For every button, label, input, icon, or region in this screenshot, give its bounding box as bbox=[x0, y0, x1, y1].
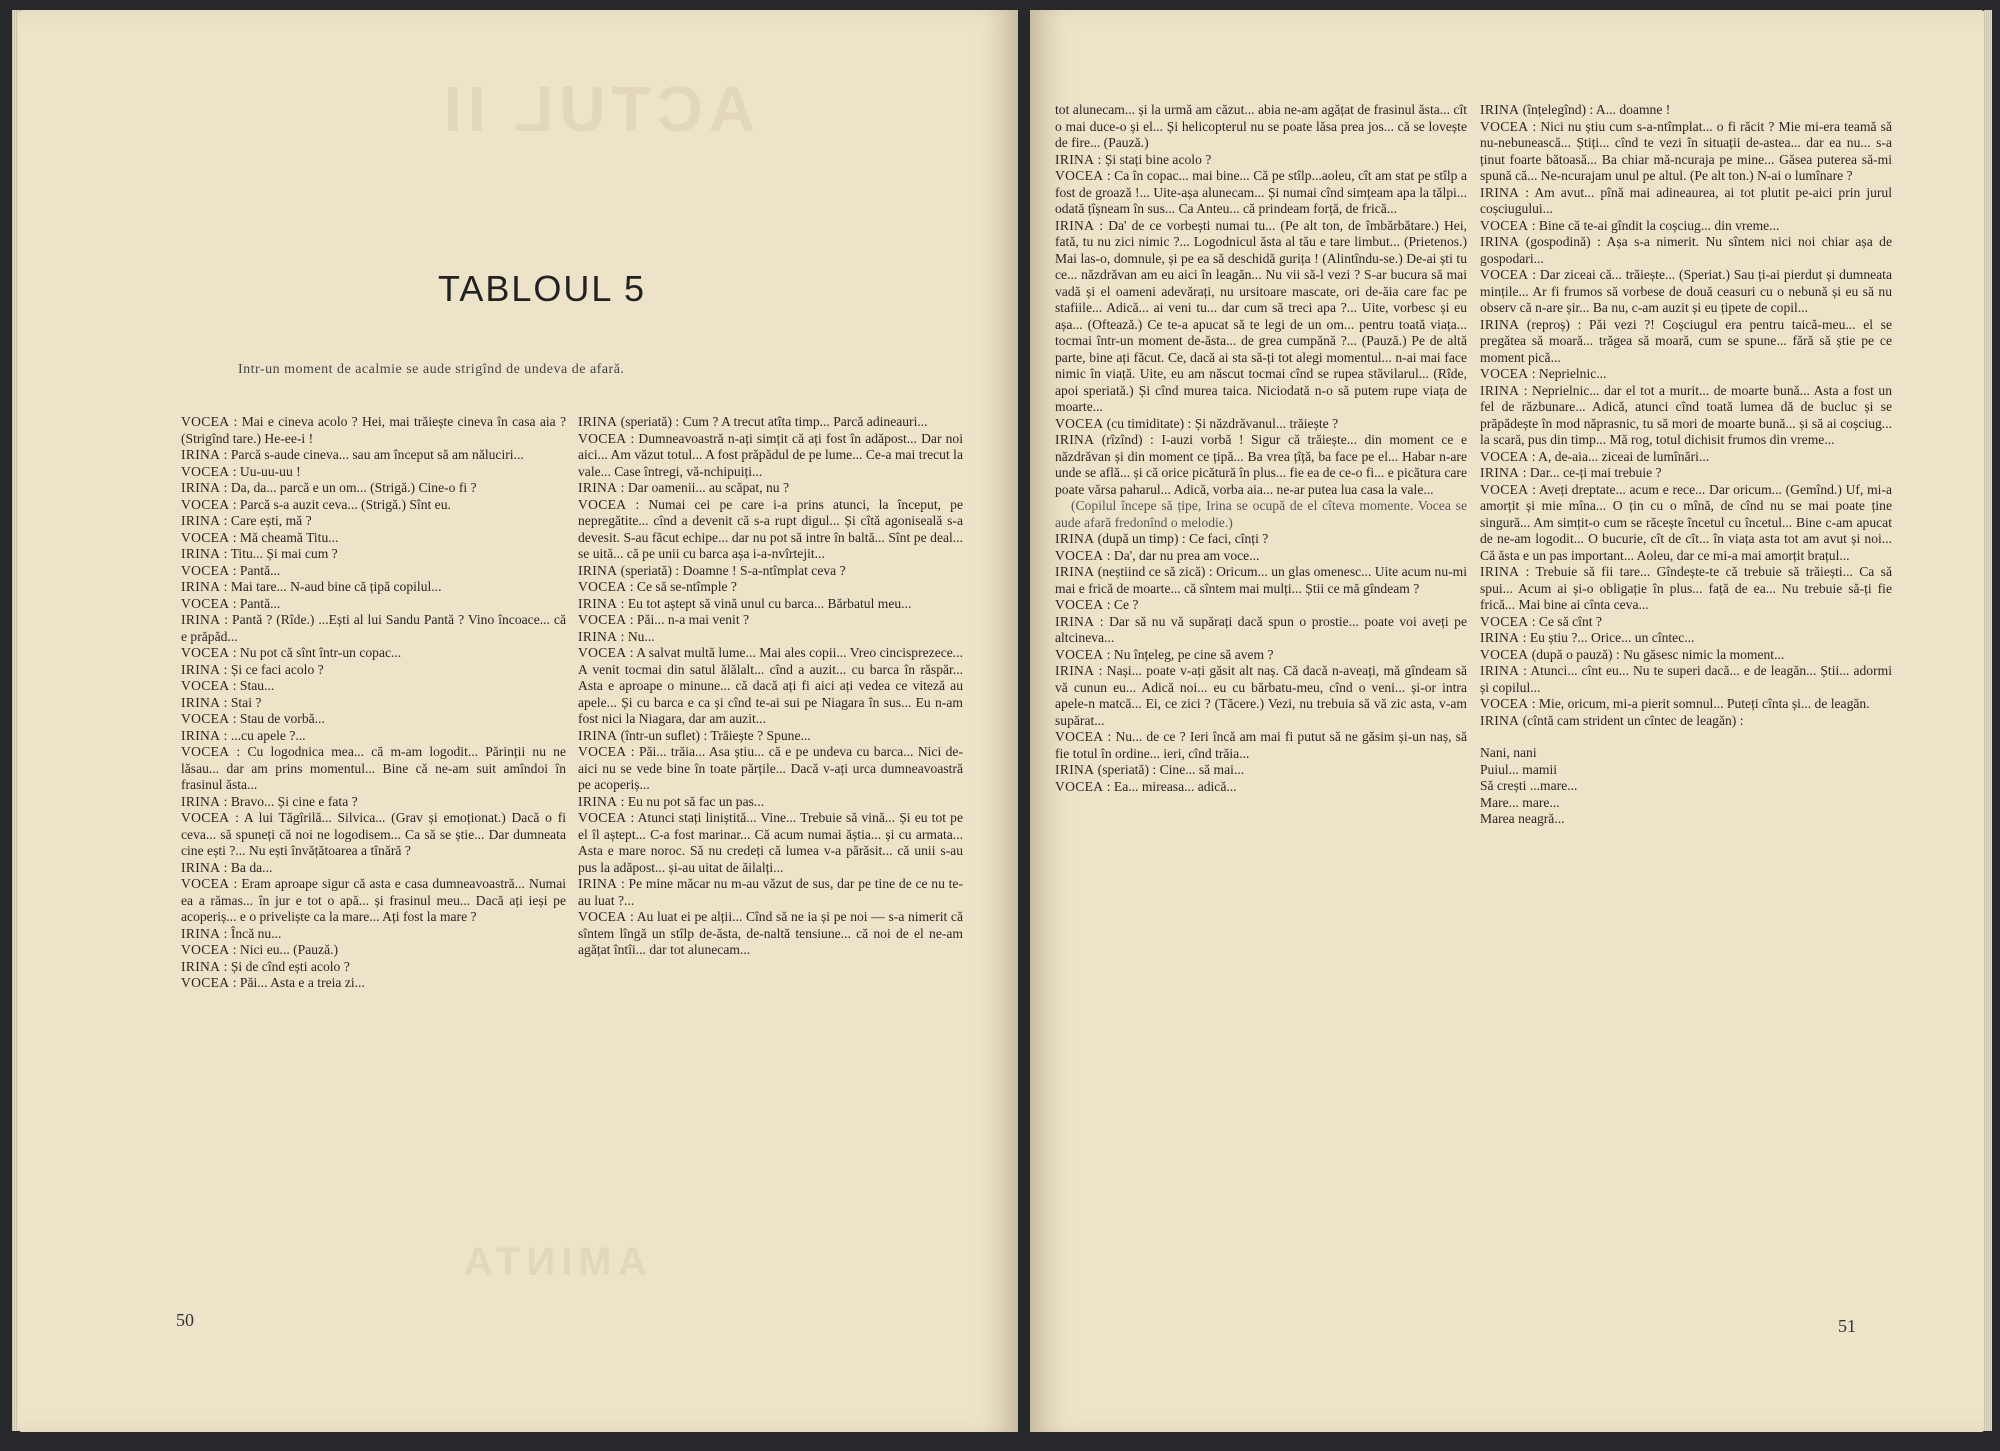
speaker-name: VOCEA bbox=[578, 496, 627, 512]
speaker-name: VOCEA bbox=[578, 579, 627, 594]
dialogue-line: VOCEA : Stau... bbox=[181, 678, 275, 693]
dialogue-line: VOCEA : Păi... Asta e a treia zi... bbox=[181, 975, 365, 990]
dialogue-line bbox=[1480, 729, 1892, 745]
dialogue-text: Pe mine măcar nu m-au văzut de sus, dar pe tine de ce nu te-au luat ?... bbox=[578, 876, 963, 908]
speaker-name: IRINA bbox=[1480, 382, 1520, 398]
speaker-name: VOCEA bbox=[1055, 597, 1104, 612]
speaker-name: IRINA bbox=[181, 694, 221, 710]
dialogue-line: IRINA : Pe mine măcar nu m-au văzut de sus, dar pe tine de ce nu te-au luat ?... bbox=[578, 876, 963, 908]
speaker-name: IRINA bbox=[1480, 102, 1520, 117]
dialogue-line: IRINA : Nași... poate v-ați găsit alt naș. Că dacă n-aveați, mă gîndeam să vă cunun eu... Adică noi... eu cu bărbatu-meu, cînd o veni... și-or intra apele-n matcă... Ei, ce zici ? (Tăcere.) Vezi, nu trebuia să vă zic asta, v-am supărat... bbox=[1055, 663, 1467, 728]
speaker-name: VOCEA bbox=[1055, 168, 1104, 183]
dialogue-line: VOCEA : Neprielnic... bbox=[1480, 366, 1607, 381]
dialogue-text: Cu logodnica mea... că m-am logodit... Părinții nu ne lăsau... dar am prins momentul... Bine că ne-am suit amîndoi în frasinul ăsta... bbox=[181, 744, 566, 792]
dialogue-text: (după un timp) : Ce faci, cînți ? bbox=[1097, 531, 1269, 546]
dialogue-text: A lui Tăgîrilă... Silvica... (Grav și emoționat.) Dacă o fi ceva... să spuneți că noi ne logodisem... Ca să se știe... Dar dumneata cine ești ?... Nu ești învățătoarea a tînără ? bbox=[181, 810, 566, 858]
speaker-name: IRINA bbox=[181, 958, 221, 974]
text-column-4 bbox=[1480, 102, 1892, 828]
dialogue-text: Parcă s-aude cineva... sau am început să am năluciri... bbox=[230, 447, 524, 462]
dialogue-text: Ce să se-ntîmple ? bbox=[636, 579, 737, 594]
dialogue-text: Da' de ce vorbești numai tu... (Pe alt ton, de îmbărbătare.) Hei, fată, tu nu zici nimic ?... Logodnicul ăsta al tău e tare limbut... (Prietenos.) Mai las-o, domnule, și pe ea să deschidă gurița ! (Alintîndu-se.) De-ai ști tu ce... năzdrăvan am eu aici în leagăn... Nu vii să-l vezi ? S-ar bucura să mai vadă și el oameni adevărați, nu ursitoare mascate, ori de-ăia care fac pe stafiile... Adică... ai veni tu... dar cum să treci apa ?... Uite, vorbesc și eu așa... (Oftează.) Ce te-a apucat să te legi de un om... pentru toată viața... tocmai într-un moment de-ăsta... de grea cumpănă ?... (Pauză.) Pe de altă parte, bine ați făcut. Ce, dacă ai sta să-ți tot alegi momentul... n-ai mai face nimic în viață. Uite, eu am născut tocmai cînd se rupea stăvilarul... (Rîde, apoi speriată.) Și cînd murea taica. Niciodată n-o să putem rupe viața de moarte... bbox=[1055, 217, 1467, 414]
ghost-show-through-bottom: AMINTA bbox=[458, 1240, 647, 1284]
dialogue-line: IRINA : Și ce faci acolo ? bbox=[181, 661, 324, 677]
dialogue-line: IRINA : Stai ? bbox=[181, 694, 262, 710]
dialogue-text: Puiul... mamii bbox=[1480, 761, 1558, 777]
dialogue-line: VOCEA : Eram aproape sigur că asta e casa dumneavoastră... Numai ea a rămas... în jur e tot o apă... și frasinul meu... Dacă ați ieși pe acoperiș... e o priveliște ca la mare... Ați fost la mare ? bbox=[181, 876, 567, 924]
dialogue-line: VOCEA : Păi... n-a mai venit ? bbox=[578, 612, 750, 627]
speaker-name: IRINA bbox=[1055, 531, 1095, 546]
speaker-name: IRINA bbox=[181, 480, 221, 495]
speaker-name: VOCEA bbox=[181, 463, 230, 479]
dialogue-text: (după o pauză) : Nu găsesc nimic la moment... bbox=[1531, 646, 1785, 662]
speaker-name: IRINA bbox=[1480, 316, 1520, 332]
dialogue-line bbox=[1480, 234, 1892, 267]
dialogue-text: Păi... n-a mai venit ? bbox=[636, 612, 750, 627]
dialogue-line: IRINA : Încă nu... bbox=[181, 925, 282, 941]
dialogue-line bbox=[1480, 745, 1892, 762]
speaker-name: VOCEA bbox=[1055, 729, 1104, 744]
dialogue-text: Stau... bbox=[239, 678, 275, 693]
dialogue-line: VOCEA : Mă cheamă Titu... bbox=[181, 529, 339, 545]
dialogue-line bbox=[1480, 647, 1892, 664]
speaker-name: VOCEA bbox=[181, 810, 230, 825]
dialogue-line: VOCEA : Pantă... bbox=[181, 595, 281, 611]
speaker-name: IRINA bbox=[578, 595, 618, 611]
speaker-name: IRINA bbox=[181, 513, 221, 528]
right-page bbox=[1030, 10, 1985, 1432]
speaker-name: VOCEA bbox=[1480, 696, 1529, 711]
dialogue-text: Ce să cînt ? bbox=[1538, 613, 1602, 629]
dialogue-line bbox=[1480, 762, 1892, 779]
dialogue-text: Trebuie să fii tare... Gîndește-te că trebuie să trăiești... Ca să spui... Acum ai și-o obligație în plus... față de ea... Nu trebuie să-ți fie frică... Mai bine ai cînta ceva... bbox=[1480, 564, 1892, 612]
dialogue-line bbox=[1480, 102, 1892, 119]
speaker-name: IRINA bbox=[1055, 613, 1095, 629]
dialogue-line: VOCEA : Nu... de ce ? Ieri încă am mai fi putut să ne găsim și-un naș, să fie totul în ordine... ieri, cînd trăia... bbox=[1055, 729, 1467, 761]
dialogue-text: Da', dar nu prea am voce... bbox=[1113, 547, 1260, 563]
dialogue-line bbox=[1055, 416, 1467, 433]
dialogue-text: Marea neagră... bbox=[1480, 811, 1565, 826]
dialogue-line: VOCEA : A salvat multă lume... Mai ales copii... Vreo cincisprezece... A venit tocmai din satul ălălalt... cînd a auzit... cu barca în răspăr... Asta e aproape o minune... că dacă ați fi aici ați vedea ce viteză au apele... Și cu barca e ca și cînd te-ai sui pe Niagara în sus... Eu n-am fost nici la Niagara, dar am auzit... bbox=[578, 645, 963, 726]
dialogue-text: Mă cheamă Titu... bbox=[239, 529, 339, 545]
dialogue-text: Păi... Asta e a treia zi... bbox=[239, 975, 365, 990]
dialogue-line: VOCEA : Dar ziceai că... trăiește... (Speriat.) Sau ți-ai pierdut și dumneata mințile... Ar fi frumos să vorbese de două ceasuri cu o nebună și eu să nu observ că n-are șir... Ba nu, c-am auzit și eu țipete de copil... bbox=[1480, 267, 1892, 315]
dialogue-line: IRINA : Neprielnic... dar el tot a murit... de moarte bună... Asta a fost un fel de răzbunare... Adică, atunci cînd toată lumea dă de bucluc și se prăpădește în mod năprasnic, tu să mori de moarte bună... și să ai coșciug... la scară, pus din timp... Mă rog, totul dichisit frumos din vreme... bbox=[1480, 382, 1892, 447]
dialogue-line: VOCEA : Bine că te-ai gîndit la coșciug... din vreme... bbox=[1480, 217, 1780, 233]
speaker-name: IRINA bbox=[578, 414, 618, 429]
speaker-name: IRINA bbox=[578, 562, 618, 578]
speaker-name: VOCEA bbox=[181, 414, 230, 429]
dialogue-text: Pantă... bbox=[239, 562, 281, 578]
speaker-name: VOCEA bbox=[1480, 118, 1529, 134]
dialogue-line bbox=[1055, 762, 1467, 779]
dialogue-line bbox=[1480, 713, 1892, 730]
dialogue-text: Nu... de ce ? Ieri încă am mai fi putut să ne găsim și-un naș, să fie totul în ordine... ieri, cînd trăia... bbox=[1055, 729, 1467, 761]
dialogue-line: VOCEA : Păi... trăia... Asa știu... că e pe undeva cu barca... Nici de-aici nu se vede bine în toate părțile... Dacă v-ați urca dumneavoastră pe acoperiș... bbox=[578, 744, 963, 792]
dialogue-text: Ea... mireasa... adică... bbox=[1113, 778, 1237, 794]
dialogue-line: VOCEA : Stau de vorbă... bbox=[181, 711, 325, 726]
speaker-name: VOCEA bbox=[1055, 646, 1104, 662]
dialogue-line bbox=[1480, 811, 1892, 828]
dialogue-text: Nași... poate v-ați găsit alt naș. Că dacă n-aveați, mă gîndeam să vă cunun eu... Adică noi... eu cu bărbatu-meu, cînd o veni... și-or intra apele-n matcă... Ei, ce zici ? (Tăcere.) Vezi, nu trebuia să vă zic asta, v-am supărat... bbox=[1055, 663, 1467, 728]
speaker-name: IRINA bbox=[1480, 663, 1520, 678]
dialogue-text: Neprielnic... dar el tot a murit... de moarte bună... Asta a fost un fel de răzbunare... Adică, atunci cînd toată lumea dă de bucluc și se prăpădește în mod năprasnic, tu să mori de moarte bună... și să ai coșciug... la scară, pus din timp... Mă rog, totul dichisit frumos din vreme... bbox=[1480, 382, 1892, 447]
speaker-name: VOCEA bbox=[1055, 415, 1104, 431]
speaker-name: IRINA bbox=[1480, 234, 1520, 249]
dialogue-text: Pantă... bbox=[239, 595, 281, 611]
dialogue-line: IRINA : Da, da... parcă e un om... (Strigă.) Cine-o fi ? bbox=[181, 480, 477, 495]
dialogue-text: Parcă s-a auzit ceva... (Strigă.) Sînt eu. bbox=[239, 496, 451, 512]
dialogue-text: ...cu apele ?... bbox=[230, 727, 306, 743]
dialogue-line: VOCEA : Da', dar nu prea am voce... bbox=[1055, 547, 1260, 563]
dialogue-text: Dar... ce-ți mai trebuie ? bbox=[1529, 465, 1662, 480]
dialogue-line: VOCEA : A, de-aia... ziceai de lumînări... bbox=[1480, 448, 1710, 464]
dialogue-line: IRINA : Da' de ce vorbești numai tu... (Pe alt ton, de îmbărbătare.) Hei, fată, tu nu zici nimic ?... Logodnicul ăsta al tău e tare limbut... (Prietenos.) Mai las-o, domnule, și pe ea să deschidă gurița ! (Alintîndu-se.) De-ai ști tu ce... năzdrăvan am eu aici în leagăn... Nu vii să-l vezi ? S-ar bucura să mai vadă și el oameni adevărați, nu ursitoare mascate, ori de-ăia care fac pe stafiile... Adică... ai veni tu... dar cum să treci apa ?... Uite, vorbesc și eu așa... (Oftează.) Ce te-a apucat să te legi de un om... pentru toată viața... tocmai într-un moment de-ăsta... de grea cumpănă ?... (Pauză.) Pe de altă parte, bine ați făcut. Ce, dacă ai sta să-ți tot alegi momentul... n-ai mai face nimic în viață. Uite, eu am născut tocmai cînd se rupea stăvilarul... (Rîde, apoi speriată.) Și cînd murea taica. Niciodată n-o să putem rupe viața de moarte... bbox=[1055, 217, 1467, 414]
dialogue-text: Să crești ...mare... bbox=[1480, 778, 1578, 793]
speaker-name: IRINA bbox=[578, 480, 618, 495]
dialogue-line: VOCEA : Pantă... bbox=[181, 562, 281, 578]
dialogue-line: IRINA : Nu... bbox=[578, 628, 655, 644]
dialogue-text: A salvat multă lume... Mai ales copii... Vreo cincisprezece... A venit tocmai din satul ălălalt... cînd a auzit... cu barca în răspăr... Asta e aproape o minune... că dacă ați fi aici ați vedea ce viteză au apele... Și cu barca e ca și cînd te-ai sui pe Niagara în sus... Eu n-am fost nici la Niagara, dar am auzit... bbox=[578, 645, 963, 726]
dialogue-text: Eu știu ?... Orice... un cîntec... bbox=[1529, 630, 1695, 645]
speaker-name: IRINA bbox=[578, 727, 618, 743]
speaker-name: IRINA bbox=[181, 793, 221, 809]
dialogue-line: IRINA : Eu nu pot să fac un pas... bbox=[578, 793, 765, 809]
speaker-name: IRINA bbox=[181, 579, 221, 594]
dialogue-line: IRINA : Atunci... cînt eu... Nu te superi dacă... e de leagăn... Știi... adormi și copilul... bbox=[1480, 663, 1892, 695]
dialogue-text: (speriată) : Cine... să mai... bbox=[1097, 762, 1245, 777]
dialogue-text: Ca în copac... mai bine... Că pe stîlp...aoleu, cît am stat pe stîlp a fost de groază !... Uite-așa alunecam... Și numai cînd simțeam apa la tălpi... odată țîșneam în sus... Ca Anteu... că prindeam forță, de frică... bbox=[1055, 168, 1467, 216]
dialogue-text: (speriată) : Cum ? A trecut atîta timp... Parcă adineauri... bbox=[620, 414, 928, 429]
speaker-name: VOCEA bbox=[578, 909, 627, 924]
speaker-name: VOCEA bbox=[181, 975, 230, 990]
dialogue-text: (înțelegînd) : A... doamne ! bbox=[1522, 102, 1671, 117]
speaker-name: VOCEA bbox=[1480, 366, 1529, 381]
speaker-name: IRINA bbox=[1055, 432, 1095, 447]
dialogue-text: (cîntă cam strident un cîntec de leagăn) : bbox=[1522, 712, 1744, 728]
speaker-name: VOCEA bbox=[1480, 646, 1529, 662]
dialogue-text: Dar să nu vă supărați dacă spun o prostie... poate voi aveți pe altcineva... bbox=[1055, 613, 1468, 645]
dialogue-text: Bravo... Și cine e fata ? bbox=[230, 793, 358, 809]
speaker-name: IRINA bbox=[1480, 564, 1520, 579]
dialogue-text: Titu... Și mai cum ? bbox=[230, 546, 338, 561]
text-column-3 bbox=[1055, 102, 1467, 795]
dialogue-text: Și stați bine acolo ? bbox=[1104, 151, 1212, 167]
dialogue-text: Atunci stați liniștită... Vine... Trebuie să vină... Și eu tot pe el îl aștept... C-a fost marinar... Că acum numai ăștia... și cu armata... Asta e mare noroc. Să nu credeți că lumea v-a părăsit... că unii s-au pus la adăpost... și-au uitat de ăilalți... bbox=[578, 810, 963, 875]
dialogue-line: VOCEA : Ce să se-ntîmple ? bbox=[578, 579, 737, 594]
dialogue-text: Dumneavoastră n-ați simțit că ați fost în adăpost... Dar noi aici... Am văzut totul... A fost prăpădul de pe lume... Ce-a mai trecut la vale... Case întregi, vă-nchipuiți... bbox=[578, 430, 963, 479]
dialogue-text: Nu... bbox=[627, 628, 655, 644]
dialogue-text: Au luat ei pe alții... Cînd să ne ia și pe noi — s-a nimerit că sîntem lîngă un stîlp de-ăsta, de-naltă tensiune... că noi de el ne-am agățat întîi... dar tot alunecam... bbox=[578, 909, 963, 957]
dialogue-line bbox=[578, 563, 963, 580]
dialogue-line bbox=[578, 728, 963, 745]
page-title: TABLOUL 5 bbox=[438, 268, 647, 309]
dialogue-text: Aveți dreptate... acum e rece... Dar oricum... (Gemînd.) Uf, mi-a amorțit și mie mîna... O țin cu o mînă, de cînd nu se mai poate ține singură... Am simțit-o cum se răcește încetul cu încetul... Bine c-am apucat de ne-am logodit... O bucurie, cît de cît... în viața asta tot am avut și noi... Că ăsta e un pas important... Aoleu, dar ce mi-a mai amorțit brațul... bbox=[1480, 481, 1892, 563]
dialogue-text: Stau de vorbă... bbox=[239, 711, 325, 726]
dialogue-text: (cu timiditate) : Și năzdrăvanul... trăiește ? bbox=[1106, 415, 1339, 431]
speaker-name: VOCEA bbox=[181, 942, 230, 957]
dialogue-text: Atunci... cînt eu... Nu te superi dacă... e de leagăn... Știi... adormi și copilul... bbox=[1480, 663, 1892, 695]
dialogue-text: Stai ? bbox=[230, 694, 262, 710]
dialogue-line: VOCEA : Ca în copac... mai bine... Că pe stîlp...aoleu, cît am stat pe stîlp a fost de groază !... Uite-așa alunecam... Și numai cînd simțeam apa la tălpi... odată țîșneam în sus... Ca Anteu... că prindeam forță, de frică... bbox=[1055, 168, 1467, 216]
dialogue-line: VOCEA : Ce să cînt ? bbox=[1480, 613, 1602, 629]
dialogue-line: VOCEA : Atunci stați liniștită... Vine... Trebuie să vină... Și eu tot pe el îl aștept... C-a fost marinar... Că acum numai ăștia... și cu armata... Asta e mare noroc. Să nu credeți că lumea v-a părăsit... că unii s-au pus la adăpost... și-au uitat de ăilalți... bbox=[578, 810, 963, 875]
dialogue-text: (Copilul începe să țipe, Irina se ocupă de el cîteva momente. Vocea se aude afară fredonînd o melodie.) bbox=[1055, 498, 1467, 530]
speaker-name: VOCEA bbox=[578, 430, 627, 446]
speaker-name: VOCEA bbox=[181, 529, 230, 545]
dialogue-line: IRINA : Ba da... bbox=[181, 859, 273, 875]
dialogue-text: Dar ziceai că... trăiește... (Speriat.) Sau ți-ai pierdut și dumneata mințile... Ar fi frumos să vorbese de două ceasuri cu o nebună și eu să nu observ că n-are șir... Ba nu, c-am auzit și eu țipete de copil... bbox=[1480, 267, 1892, 315]
speaker-name: IRINA bbox=[1480, 712, 1520, 728]
dialogue-line bbox=[578, 414, 963, 431]
left-page bbox=[18, 10, 1018, 1432]
dialogue-line: VOCEA : A lui Tăgîrilă... Silvica... (Grav și emoționat.) Dacă o fi ceva... să spuneți că noi ne logodisem... Ca să se știe... Dar dumneata cine ești ?... Nu ești învățătoarea a tînără ? bbox=[181, 810, 566, 858]
dialogue-line: VOCEA : Nu pot că sînt într-un copac... bbox=[181, 645, 402, 660]
book-edge-right bbox=[1984, 10, 1992, 1431]
dialogue-text: Care ești, mă ? bbox=[230, 513, 312, 528]
speaker-name: VOCEA bbox=[578, 810, 627, 825]
dialogue-line: IRINA : ...cu apele ?... bbox=[181, 727, 306, 743]
dialogue-line: VOCEA : Nici eu... (Pauză.) bbox=[181, 942, 339, 957]
speaker-name: IRINA bbox=[1055, 762, 1095, 777]
dialogue-line: VOCEA : Parcă s-a auzit ceva... (Strigă.) Sînt eu. bbox=[181, 496, 451, 512]
dialogue-text: Am avut... pînă mai adineaurea, ai tot plutit pe-aici prin jurul coșciugului... bbox=[1480, 184, 1893, 216]
dialogue-text: Nani, nani bbox=[1480, 745, 1537, 760]
dialogue-line: IRINA : Titu... Și mai cum ? bbox=[181, 546, 338, 561]
dialogue-text: Bine că te-ai gîndit la coșciug... din vreme... bbox=[1538, 217, 1780, 233]
speaker-name: IRINA bbox=[578, 628, 618, 644]
dialogue-line bbox=[1055, 531, 1467, 548]
dialogue-text: Dar oamenii... au scăpat, nu ? bbox=[627, 480, 790, 495]
page-number: 51 bbox=[1838, 1316, 1856, 1336]
dialogue-line: VOCEA : Nu înțeleg, pe cine să avem ? bbox=[1055, 646, 1274, 662]
dialogue-line: VOCEA : Numai cei pe care i-a prins atunci, la început, pe nepregătite... cînd a devenit că s-a rupt digul... Și cîtă agoniseală s-a devesit. S-au făcut echipe... dar nu pot să intre în baltă... Sînt pe deal... se uită... că pe unii cu barca așa i-a-nvîrtejit... bbox=[578, 496, 963, 561]
dialogue-line bbox=[1055, 564, 1467, 597]
dialogue-line: IRINA : Care ești, mă ? bbox=[181, 513, 312, 528]
dialogue-line bbox=[1480, 795, 1892, 812]
dialogue-text: Neprielnic... bbox=[1538, 366, 1607, 381]
speaker-name: VOCEA bbox=[181, 496, 230, 512]
speaker-name: IRINA bbox=[1055, 217, 1095, 233]
speaker-name: IRINA bbox=[1480, 630, 1520, 645]
dialogue-line: IRINA : Am avut... pînă mai adineaurea, ai tot plutit pe-aici prin jurul coșciugului... bbox=[1480, 184, 1893, 216]
dialogue-line: VOCEA : Au luat ei pe alții... Cînd să ne ia și pe noi — s-a nimerit că sîntem lîngă un stîlp de-ăsta, de-naltă tensiune... că noi de el ne-am agățat întîi... dar tot alunecam... bbox=[578, 909, 963, 957]
dialogue-line bbox=[1055, 498, 1467, 531]
speaker-name: VOCEA bbox=[181, 876, 230, 891]
dialogue-line: VOCEA : Aveți dreptate... acum e rece... Dar oricum... (Gemînd.) Uf, mi-a amorțit și mie mîna... O țin cu o mînă, de cînd nu se mai poate ține singură... Am simțit-o cum se răcește încetul cu încetul... Bine c-am apucat de ne-am logodit... O bucurie, cît de cît... în viața asta tot am avut și noi... Că ăsta e un pas important... Aoleu, dar ce mi-a mai amorțit brațul... bbox=[1480, 481, 1892, 563]
stage-direction: Intr-un moment de acalmie se aude strigînd de undeva de afară. bbox=[238, 362, 625, 377]
speaker-name: VOCEA bbox=[181, 744, 230, 759]
speaker-name: IRINA bbox=[1055, 564, 1095, 579]
dialogue-line: IRINA : Dar oamenii... au scăpat, nu ? bbox=[578, 480, 790, 495]
speaker-name: VOCEA bbox=[1480, 448, 1529, 464]
dialogue-line: VOCEA : Dumneavoastră n-ați simțit că ați fost în adăpost... Dar noi aici... Am văzut totul... A fost prăpădul de pe lume... Ce-a mai trecut la vale... Case întregi, vă-nchipuiți... bbox=[578, 430, 963, 479]
dialogue-line: IRINA : Bravo... Și cine e fata ? bbox=[181, 793, 358, 809]
dialogue-line: IRINA : Dar să nu vă supărați dacă spun o prostie... poate voi aveți pe altcineva... bbox=[1055, 613, 1468, 645]
dialogue-text: (într-un suflet) : Trăiește ? Spune... bbox=[620, 727, 811, 743]
speaker-name: IRINA bbox=[1480, 465, 1520, 480]
speaker-name: IRINA bbox=[181, 546, 221, 561]
dialogue-line: IRINA : Dar... ce-ți mai trebuie ? bbox=[1480, 465, 1662, 480]
speaker-name: VOCEA bbox=[578, 744, 627, 759]
speaker-name: VOCEA bbox=[181, 711, 230, 726]
dialogue-line: VOCEA : Uu-uu-uu ! bbox=[181, 463, 301, 479]
speaker-name: VOCEA bbox=[1480, 613, 1529, 629]
dialogue-text: Ce ? bbox=[1113, 597, 1139, 612]
speaker-name: IRINA bbox=[578, 876, 618, 891]
dialogue-line: VOCEA : Ce ? bbox=[1055, 597, 1139, 612]
speaker-name: IRINA bbox=[181, 447, 221, 462]
dialogue-text: Ba da... bbox=[230, 859, 273, 875]
dialogue-text: Eu tot aștept să vină unul cu barca... Bărbatul meu... bbox=[627, 595, 912, 611]
dialogue-text: Nu pot că sînt într-un copac... bbox=[239, 645, 402, 660]
speaker-name: IRINA bbox=[181, 925, 221, 941]
speaker-name: IRINA bbox=[181, 859, 221, 875]
dialogue-line bbox=[1055, 102, 1467, 152]
dialogue-line: VOCEA : Nici nu știu cum s-a-ntîmplat... o fi răcit ? Mie mi-era teamă să nu-nebunească... Știți... cînd te vezi în situații de-astea... dar ea nu... s-a ținut foarte bătoasă... Ba chiar mă-ncuraja pe mine... Găsea puterea să-mi spună că... Ne-ncurajam unul pe altul. (Pe alt ton.) N-ai o lumînare ? bbox=[1480, 118, 1892, 183]
dialogue-line: VOCEA : Mie, oricum, mi-a pierit somnul... Puteți cînta și... de leagăn. bbox=[1480, 696, 1870, 711]
speaker-name: IRINA bbox=[181, 661, 221, 677]
dialogue-text: Și de cînd ești acolo ? bbox=[230, 958, 350, 974]
dialogue-text: Pantă ? (Rîde.) ...Ești al lui Sandu Pantă ? Vino încoace... că e prăpăd... bbox=[181, 612, 567, 644]
dialogue-text: Încă nu... bbox=[230, 925, 282, 941]
dialogue-text: Păi... trăia... Asa știu... că e pe undeva cu barca... Nici de-aici nu se vede bine în toate părțile... Dacă v-ați urca dumneavoastră pe acoperiș... bbox=[578, 744, 963, 792]
ghost-show-through-title: ACTUL II bbox=[438, 73, 756, 145]
speaker-name: VOCEA bbox=[181, 562, 230, 578]
speaker-name: IRINA bbox=[1055, 151, 1095, 167]
speaker-name: VOCEA bbox=[1480, 217, 1529, 233]
text-column-2 bbox=[578, 414, 963, 959]
dialogue-text: tot alunecam... și la urmă am căzut... abia ne-am agățat de frasinul ăsta... cît o mai duce-o și el... Și helicopterul nu se poate lăsa prea jos... că se lovește de fire... (Pauză.) bbox=[1055, 102, 1467, 150]
dialogue-text: (reproș) : Păi vezi ?! Coșciugul era pentru taică-meu... el se pregătea să moară... trăgea să moară, cum se spune... fără să știe pe ce moment pică... bbox=[1480, 316, 1892, 365]
dialogue-text: (gospodină) : Așa s-a nimerit. Nu sîntem nici noi chiar așa de gospodari... bbox=[1480, 234, 1892, 266]
dialogue-text: Și ce faci acolo ? bbox=[230, 661, 324, 677]
dialogue-text: Da, da... parcă e un om... (Strigă.) Cine-o fi ? bbox=[230, 480, 477, 495]
dialogue-text: Mai e cineva acolo ? Hei, mai trăiește cineva în casa aia ? (Strigînd tare.) He-ee-i ! bbox=[181, 414, 566, 446]
speaker-name: VOCEA bbox=[578, 612, 627, 627]
speaker-name: IRINA bbox=[181, 612, 221, 627]
dialogue-line: IRINA : Mai tare... N-aud bine că țipă copilul... bbox=[181, 579, 442, 594]
dialogue-text: Nu înțeleg, pe cine să avem ? bbox=[1113, 646, 1274, 662]
dialogue-line: IRINA : Trebuie să fii tare... Gîndește-te că trebuie să trăiești... Ca să spui... Acum ai și-o obligație în plus... față de ea... Nu trebuie să-ți fie frică... Mai bine ai cînta ceva... bbox=[1480, 564, 1892, 612]
speaker-name: VOCEA bbox=[1055, 547, 1104, 563]
dialogue-text: (speriată) : Doamne ! S-a-ntîmplat ceva ? bbox=[620, 562, 846, 578]
dialogue-line: IRINA : Și stați bine acolo ? bbox=[1055, 151, 1212, 167]
speaker-name: IRINA bbox=[578, 793, 618, 809]
dialogue-line: VOCEA : Cu logodnica mea... că m-am logodit... Părinții nu ne lăsau... dar am prins momentul... Bine că ne-am suit amîndoi în frasinul ăsta... bbox=[181, 744, 566, 792]
dialogue-line: IRINA : Eu tot aștept să vină unul cu barca... Bărbatul meu... bbox=[578, 595, 912, 611]
dialogue-line: VOCEA : Mai e cineva acolo ? Hei, mai trăiește cineva în casa aia ? (Strigînd tare.) He-ee-i ! bbox=[181, 414, 566, 446]
dialogue-line bbox=[1055, 432, 1467, 498]
dialogue-text: Mare... mare... bbox=[1480, 794, 1560, 810]
dialogue-line: IRINA : Eu știu ?... Orice... un cîntec... bbox=[1480, 630, 1695, 645]
dialogue-text: Mai tare... N-aud bine că țipă copilul... bbox=[230, 579, 442, 594]
speaker-name: VOCEA bbox=[1480, 267, 1529, 282]
dialogue-text: Numai cei pe care i-a prins atunci, la început, pe nepregătite... cînd a devenit că s-a rupt digul... Și cîtă agoniseală s-a devesit. S-au făcut echipe... dar nu pot să intre în baltă... Sînt pe deal... se uită... că pe unii cu barca așa i-a-nvîrtejit... bbox=[578, 496, 963, 561]
dialogue-text: Eu nu pot să fac un pas... bbox=[627, 793, 765, 809]
speaker-name: VOCEA bbox=[181, 645, 230, 660]
page-number: 50 bbox=[176, 1310, 194, 1330]
speaker-name: VOCEA bbox=[578, 645, 627, 660]
dialogue-line: IRINA : Parcă s-aude cineva... sau am început să am năluciri... bbox=[181, 447, 524, 462]
speaker-name: VOCEA bbox=[1480, 481, 1529, 497]
dialogue-line: IRINA : Și de cînd ești acolo ? bbox=[181, 958, 350, 974]
speaker-name: VOCEA bbox=[181, 678, 230, 693]
dialogue-text: (rîzînd) : I-auzi vorbă ! Sigur că trăiește... din moment ce e năzdrăvan și din moment ce țipă... Ba vrea țîță, ba face pe el... Habar n-are unde se află... și că orice picătură în plus... fie ea de ce-o fi... e picătura care poate vărsa paharul... Adică, vorba aia... ne-ar putea lua casa la vale... bbox=[1055, 432, 1467, 497]
dialogue-text: Nici nu știu cum s-a-ntîmplat... o fi răcit ? Mie mi-era teamă să nu-nebunească... Știți... cînd te vezi în situații de-astea... dar ea nu... s-a ținut foarte bătoasă... Ba chiar mă-ncuraja pe mine... Găsea puterea să-mi spună că... Ne-ncurajam unul pe altul. (Pe alt ton.) N-ai o lumînare ? bbox=[1480, 118, 1892, 183]
dialogue-text: (neștiind ce să zică) : Oricum... un glas omenesc... Uite acum nu-mi mai e frică de moarte... că sîntem mai mulți... Știi ce mă gîndeam ? bbox=[1055, 564, 1467, 596]
dialogue-line bbox=[1480, 778, 1892, 795]
dialogue-text: Nici eu... (Pauză.) bbox=[239, 942, 339, 957]
dialogue-text: A, de-aia... ziceai de lumînări... bbox=[1538, 448, 1710, 464]
dialogue-line: VOCEA : Ea... mireasa... adică... bbox=[1055, 778, 1237, 794]
speaker-name: IRINA bbox=[181, 727, 221, 743]
speaker-name: IRINA bbox=[1055, 663, 1095, 678]
speaker-name: VOCEA bbox=[181, 595, 230, 611]
dialogue-text: Uu-uu-uu ! bbox=[239, 463, 301, 479]
text-column-1 bbox=[181, 414, 566, 992]
speaker-name: VOCEA bbox=[1055, 778, 1104, 794]
dialogue-line: IRINA : Pantă ? (Rîde.) ...Ești al lui Sandu Pantă ? Vino încoace... că e prăpăd... bbox=[181, 612, 567, 644]
dialogue-text: Eram aproape sigur că asta e casa dumneavoastră... Numai ea a rămas... în jur e tot o apă... și frasinul meu... Dacă ați ieși pe acoperiș... e o priveliște ca la mare... Ați fost la mare ? bbox=[181, 876, 567, 924]
dialogue-text: Mie, oricum, mi-a pierit somnul... Puteți cînta și... de leagăn. bbox=[1538, 696, 1870, 711]
speaker-name: IRINA bbox=[1480, 184, 1520, 200]
dialogue-line bbox=[1480, 317, 1892, 367]
